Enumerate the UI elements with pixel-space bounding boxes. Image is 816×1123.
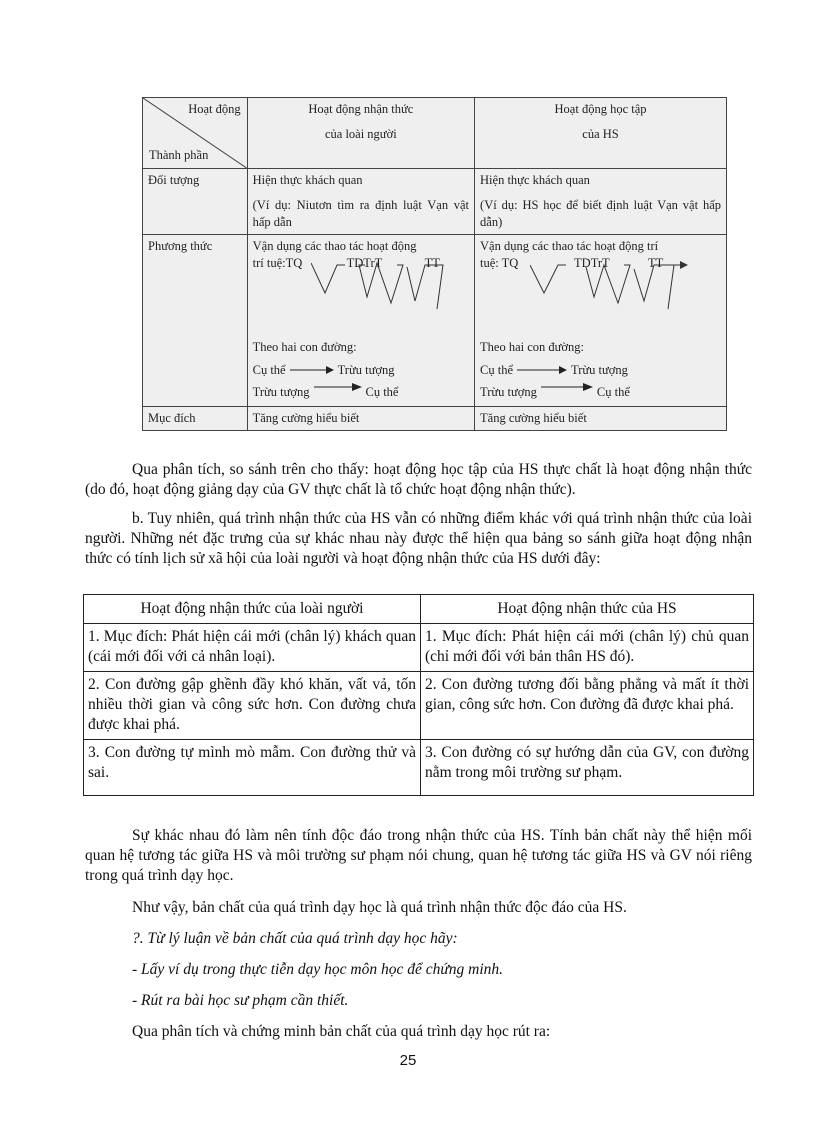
- object-human-cell: Hiện thực khách quan (Ví dụ: Niutơn tìm ra định luật Vạn vật hấp dẫn: [247, 169, 474, 235]
- right-arrow-icon: [314, 381, 362, 395]
- right-arrow-icon: [541, 381, 593, 395]
- purpose-human-cell: Tăng cường hiểu biết: [247, 407, 474, 431]
- question-bullet-lesson: - Rút ra bài học sư phạm cần thiết.: [132, 992, 349, 1009]
- row-label-method: Phương thức: [143, 234, 248, 407]
- table-cell: 1. Mục đích: Phát hiện cái mới (chân lý) khách quan (cái mới đối với cả nhân loại).: [84, 624, 421, 672]
- paragraph-conclusion: Qua phân tích, so sánh trên cho thấy: hoạt động học tập của HS thực chất là hoạt động nhận thức (do đó, hoạt động giảng dạy của GV thực chất là tổ chức hoạt động nhận thức).: [85, 461, 752, 498]
- table-row-method: [143, 234, 727, 407]
- paragraph-difference: b. Tuy nhiên, quá trình nhận thức của HS vẫn có những điểm khác với quá trình nhận thức của loài người. Những nét đặc trưng của sự khác nhau này được thể hiện qua bảng so sánh giữa hoạt động nhận thức có tính lịch sử xã hội của loài người và hoạt động nhận thức của HS dưới đây:: [85, 510, 752, 567]
- table-row: [84, 740, 754, 796]
- header-student-learning: Hoạt động học tập của HS: [475, 98, 727, 169]
- table-cell: 1. Mục đích: Phát hiện cái mới (chân lý) chủ quan (chỉ mới đối với bản thân HS đó).: [421, 624, 754, 672]
- paragraph-uniqueness: Sự khác nhau đó làm nên tính độc đáo trong nhận thức của HS. Tính bản chất này thể hiện mối quan hệ tương tác giữa HS và môi trường sư phạm nói chung, quan hệ tương tác giữa HS và GV nói riêng trong quá trình dạy học.: [85, 827, 752, 884]
- table-header-row: [84, 595, 754, 624]
- concrete-to-abstract: Cụ thể Trừu tượng: [252, 362, 395, 377]
- table-row-object: [143, 169, 727, 235]
- header-human-cognition: Hoạt động nhận thức của loài người: [247, 98, 474, 169]
- question-prompt: ?. Từ lý luận về bản chất của quá trình dạy học hãy:: [132, 930, 458, 947]
- table-cell: 3. Con đường tự mình mò mẫm. Con đường thử và sai.: [84, 740, 421, 796]
- thinking-wave-diagram: tuệ: TQ TDTrT TT: [480, 255, 721, 317]
- purpose-student-cell: Tăng cường hiểu biết: [475, 407, 727, 431]
- table-row: [84, 624, 754, 672]
- zigzag-arrow-icon: [530, 257, 710, 315]
- paragraph-essence: Như vậy, bản chất của quá trình dạy học là quá trình nhận thức độc đáo của HS.: [132, 899, 627, 916]
- header-component-label: Thành phần: [149, 148, 209, 163]
- right-arrow-icon: [290, 365, 334, 375]
- diagonal-header-cell: [143, 98, 248, 169]
- abstract-to-concrete: Trừu tượng Cụ thể: [480, 381, 721, 403]
- row-label-purpose: Mục đích: [143, 407, 248, 431]
- paragraph-summary: Qua phân tích và chứng minh bản chất của quá trình dạy học rút ra:: [132, 1023, 551, 1040]
- table-row-purpose: [143, 407, 727, 431]
- header-student: Hoạt động nhận thức của HS: [421, 595, 754, 624]
- table-cell: 2. Con đường gập ghềnh đầy khó khăn, vất vả, tốn nhiều thời gian và công sức hơn. Con đường chưa được khai phá.: [84, 672, 421, 740]
- table-cell: 2. Con đường tương đối bằng phẳng và mất ít thời gian, công sức hơn. Con đường đã được khai phá.: [421, 672, 754, 740]
- table-row: [84, 672, 754, 740]
- method-student-cell: Vận dụng các thao tác hoạt động trí tuệ: TQ TDTrT TT Theo hai con đường: Cụ thể Trừu tượng Trừu tượng Cụ thể: [475, 234, 727, 407]
- cognition-difference-table: [83, 594, 754, 796]
- activity-comparison-table: [142, 97, 727, 431]
- method-human-cell: Vận dụng các thao tác hoạt động trí tuệ:TQ TDTrT TT Theo hai con đường: Cụ thể Trừu tượng Trừu tượng Cụ thể: [247, 234, 474, 407]
- right-arrow-icon: [517, 365, 567, 375]
- page-number: 25: [399, 1052, 417, 1069]
- question-bullet-example: - Lấy ví dụ trong thực tiễn dạy học môn học để chứng minh.: [132, 961, 504, 978]
- abstract-to-concrete: Trừu tượng Cụ thể: [253, 381, 469, 403]
- thinking-wave-diagram: trí tuệ:TQ TDTrT TT: [253, 255, 469, 317]
- object-student-cell: Hiện thực khách quan (Ví dụ: HS học để biết định luật Vạn vật hấp dẫn): [475, 169, 727, 235]
- table-header-row: [143, 98, 727, 169]
- table-cell: 3. Con đường có sự hướng dẫn của GV, con đường nằm trong môi trường sư phạm.: [421, 740, 754, 796]
- row-label-object: Đối tượng: [143, 169, 248, 235]
- header-human: Hoạt động nhận thức của loài người: [84, 595, 421, 624]
- header-activity-label: Hoạt động: [188, 102, 241, 116]
- concrete-to-abstract: Cụ thể Trừu tượng: [480, 362, 628, 377]
